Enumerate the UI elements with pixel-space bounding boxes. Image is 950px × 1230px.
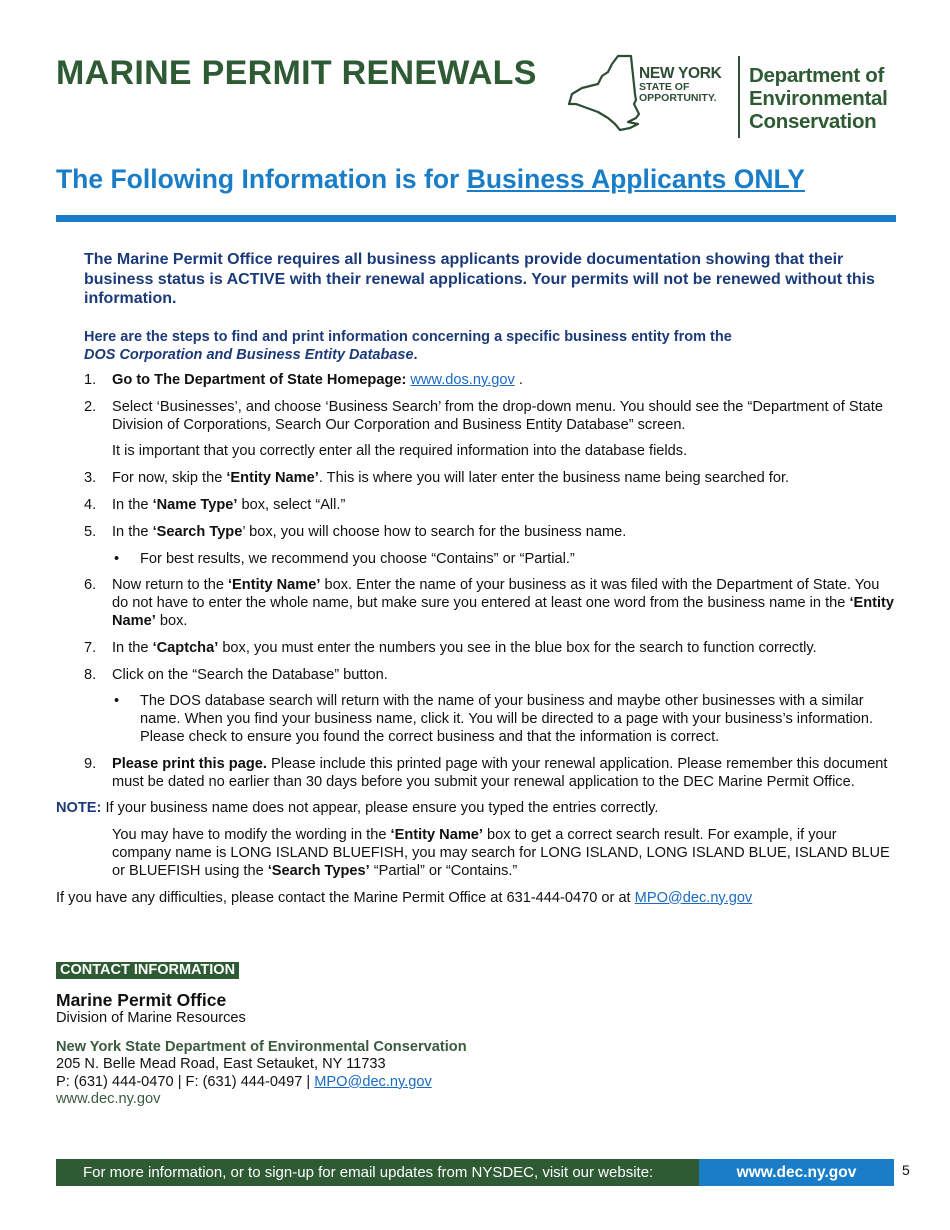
footer-website-link[interactable]: www.dec.ny.gov (699, 1159, 894, 1186)
step-5-bold: ‘Search Type (152, 523, 243, 540)
contact-block (56, 990, 467, 1109)
step-8-bullet-text: The DOS database search will return with the name of your business and maybe other businesses with a similar name. When you find your business name, click it. You will be directed to a page with your business’s information. Please check to ensure you found the correct business and that the information is correct. (140, 693, 874, 745)
step-9-bold: Please print this page. (112, 755, 267, 772)
step-7 (56, 640, 898, 658)
mpo-email-link[interactable]: MPO@dec.ny.gov (634, 889, 753, 906)
ny-opportunity-wordmark (639, 66, 722, 104)
note-detail-middle: box to get a correct search result. For example, if your company name is LONG ISLAND BLUEFISH, you may search for LONG ISLAND, LONG ISLAND BLUE, ISLAND BLUE or BLUEFISH using the (112, 827, 890, 879)
step-number: 9. (84, 755, 97, 772)
step-7-after: box, you must enter the numbers you see in the blue box for the search to function correctly. (218, 639, 817, 656)
dos-website-link[interactable]: www.dos.ny.gov (410, 372, 515, 388)
contact-information-badge: CONTACT INFORMATION (56, 962, 239, 979)
step-5-before: In the (112, 523, 153, 540)
step-8-text: Click on the “Search the Database” button. (112, 666, 388, 683)
bullet-icon: • (114, 550, 120, 567)
ny-wordmark-line3: OPPORTUNITY. (639, 91, 717, 104)
bullet-icon: • (114, 693, 120, 710)
step-9-after: Please include this printed page with your renewal application. Please remember this document must be dated no earlier than 30 days before you submit your renewal application to the DEC Marine Permit Office. (112, 755, 888, 790)
contact-website: www.dec.ny.gov (56, 1091, 161, 1108)
step-6-before: Now return to the (112, 577, 228, 594)
step-3-after: . This is where you will later enter the business name being searched for. (318, 470, 790, 487)
ny-wordmark-line1: NEW YORK (639, 65, 722, 82)
step-1-bold: Go to The Department of State Homepage: (112, 372, 411, 388)
step-1 (56, 372, 898, 390)
note-text: If your business name does not appear, please ensure you typed the entries correctly. (101, 800, 659, 817)
step-3-before: For now, skip the (112, 470, 227, 487)
dec-wordmark-line1: Department of (749, 64, 885, 87)
step-2-text: Select ‘Businesses’, and choose ‘Business Search’ from the drop-down menu. You should see the “Department of State Division of Corporations, Search Our Corporation and Business Entity Database” screen. (112, 398, 883, 433)
footer-message: For more information, or to sign-up for email updates from NYSDEC, visit our website: (83, 1164, 654, 1181)
step-4-bold: ‘Name Type’ (152, 496, 238, 513)
step-4-after: box, select “All.” (237, 496, 346, 513)
new-york-state-map-icon (568, 54, 640, 134)
contact-department: New York State Department of Environmental Conservation (56, 1038, 467, 1055)
logo-divider (738, 56, 740, 138)
steps-intro-database: DOS Corporation and Business Entity Database (84, 347, 414, 363)
step-number: 3. (84, 470, 97, 487)
steps-intro-text: Here are the steps to find and print information concerning a specific business entity from the (84, 329, 732, 345)
step-6 (56, 577, 898, 630)
ny-wordmark-line2: STATE OF (639, 80, 690, 93)
contact-email-link[interactable]: MPO@dec.ny.gov (314, 1073, 432, 1090)
step-7-bold: ‘Captcha’ (152, 639, 219, 656)
step-5-after: ’ box, you will choose how to search for the business name. (242, 523, 627, 540)
contact-office: Marine Permit Office (56, 990, 227, 1010)
steps-intro-end: . (413, 347, 418, 363)
dec-wordmark-line2: Environmental (749, 87, 888, 110)
step-4-before: In the (112, 496, 153, 513)
difficulties-text: If you have any difficulties, please contact the Marine Permit Office at 631-444-0470 or at (56, 889, 635, 906)
step-9 (56, 756, 898, 792)
step-2-note: It is important that you correctly enter all the required information into the database fields. (112, 443, 688, 460)
note-detail-before: You may have to modify the wording in the (112, 827, 391, 844)
step-6-bold2: ‘Entity Name’ (112, 595, 895, 629)
section-heading (56, 164, 805, 195)
step-number: 7. (84, 639, 97, 656)
difficulties-paragraph (56, 890, 898, 908)
section-heading-emphasis: Business Applicants ONLY (466, 164, 805, 194)
step-3 (56, 470, 898, 488)
note-detail (56, 827, 898, 880)
note-detail-after: “Partial” or “Contains.” (369, 862, 518, 879)
note-label: NOTE: (56, 800, 102, 817)
note-detail-bold2: ‘Search Types’ (267, 862, 370, 879)
step-5 (56, 524, 898, 542)
step-8-bullet (56, 693, 898, 746)
step-number: 4. (84, 496, 97, 513)
heading-divider-bar (56, 215, 896, 222)
nys-dec-logo (568, 54, 898, 140)
step-5-bullet-text: For best results, we recommend you choose “Contains” or “Partial.” (140, 550, 575, 567)
steps-intro (84, 328, 904, 364)
page-title: MARINE PERMIT RENEWALS (56, 54, 537, 92)
step-number: 5. (84, 523, 97, 540)
step-number: 8. (84, 666, 97, 683)
step-5-bullet (56, 551, 898, 569)
contact-division: Division of Marine Resources (56, 1010, 246, 1026)
note-paragraph (56, 800, 898, 818)
step-number: 6. (84, 577, 97, 594)
step-number: 1. (84, 372, 97, 388)
footer-bar (56, 1159, 894, 1186)
contact-address: 205 N. Belle Mead Road, East Setauket, NY 11733 (56, 1056, 386, 1073)
step-4 (56, 497, 898, 515)
steps-list (56, 372, 898, 907)
step-8 (56, 667, 898, 685)
step-6-after: box. (155, 612, 188, 629)
note-detail-bold: ‘Entity Name’ (390, 827, 483, 844)
page-number: 5 (902, 1162, 910, 1178)
step-3-bold: ‘Entity Name’ (226, 470, 319, 487)
contact-phone-line (56, 1074, 467, 1092)
step-6-bold: ‘Entity Name’ (228, 577, 321, 594)
step-6-middle: box. Enter the name of your business as it was filed with the Department of State. You do not have to enter the whole name, but make sure you entered at least one word from the business name in the (112, 577, 880, 612)
section-heading-prefix: The Following Information is for (56, 164, 467, 194)
step-2 (56, 399, 898, 435)
dec-wordmark-line3: Conservation (749, 110, 877, 133)
dec-wordmark (749, 64, 888, 133)
intro-paragraph: The Marine Permit Office requires all business applicants provide documentation showing that their business status is ACTIVE with their renewal applications. Your permits will not be renewed without this information. (84, 251, 875, 307)
step-number: 2. (84, 398, 97, 415)
contact-phone: P: (631) 444-0470 | F: (631) 444-0497 | (56, 1073, 315, 1090)
step-1-after: . (514, 372, 523, 388)
step-7-before: In the (112, 639, 153, 656)
